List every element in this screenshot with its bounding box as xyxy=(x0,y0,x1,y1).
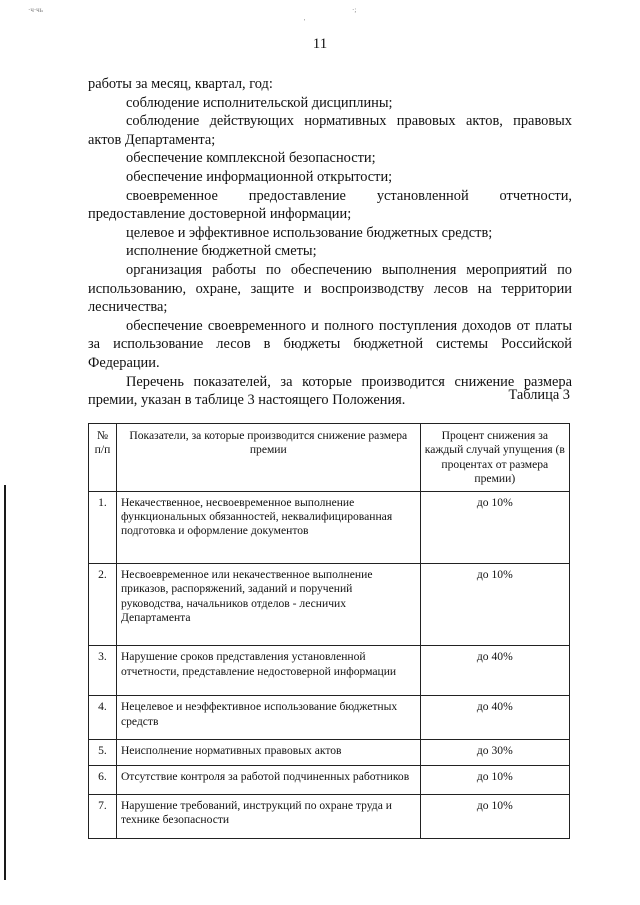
header-number: № п/п xyxy=(89,424,117,492)
table-header-row xyxy=(89,424,570,492)
table-row xyxy=(89,491,570,563)
row-indicator: Некачественное, несвоевременное выполнение функциональных обязанностей, неквалифицированная подготовка и оформление документов xyxy=(116,491,420,563)
scan-artifact-mark: ·; xyxy=(352,6,357,14)
row-percent: до 10% xyxy=(420,765,569,794)
row-number: 4. xyxy=(89,696,117,740)
paragraph: обеспечение комплексной безопасности; xyxy=(126,150,376,167)
table-row xyxy=(89,696,570,740)
header-indicator: Показатели, за которые производится снижение размера премии xyxy=(116,424,420,492)
paragraph: соблюдение исполнительской дисциплины; xyxy=(126,94,393,111)
row-indicator: Нарушение требований, инструкций по охране труда и технике безопасности xyxy=(116,794,420,838)
row-number: 2. xyxy=(89,563,117,646)
row-indicator: Неисполнение нормативных правовых актов xyxy=(116,740,420,765)
indicators-table xyxy=(88,423,570,839)
row-indicator: Нецелевое и неэффективное использование бюджетных средств xyxy=(116,696,420,740)
table-row xyxy=(89,794,570,838)
paragraph: своевременное предоставление установленной отчетности, предоставление достоверной информации; xyxy=(88,187,572,223)
paragraph: работы за месяц, квартал, год: xyxy=(88,76,273,92)
row-indicator: Отсутствие контроля за работой подчиненных работников xyxy=(116,765,420,794)
row-percent: до 40% xyxy=(420,646,569,696)
table-row xyxy=(89,563,570,646)
table-row xyxy=(89,740,570,765)
row-number: 3. xyxy=(89,646,117,696)
row-number: 6. xyxy=(89,765,117,794)
body-text xyxy=(88,75,572,410)
table-row xyxy=(89,646,570,696)
page-number: 11 xyxy=(312,36,328,52)
paragraph: целевое и эффективное использование бюджетных средств; xyxy=(126,224,493,241)
paragraph: обеспечение своевременного и полного поступления доходов от платы за использование лесов в бюджеты бюджетной системы Российской Федерации. xyxy=(88,317,572,371)
paragraph: организация работы по обеспечению выполнения мероприятий по использованию, охране, защите и воспроизводству лесов на территории лесничества; xyxy=(88,261,572,316)
row-percent: до 10% xyxy=(420,563,569,646)
row-percent: до 10% xyxy=(420,794,569,838)
row-indicator: Несвоевременное или некачественное выполнение приказов, распоряжений, заданий и поручений руководства, начальников отделов - лесничих Департамента xyxy=(116,563,420,646)
row-number: 7. xyxy=(89,794,117,838)
row-indicator: Нарушение сроков представления установленной отчетности, представление недостоверной информации xyxy=(116,646,420,696)
scan-artifact-mark: ' xyxy=(304,18,306,26)
paragraph: исполнение бюджетной сметы; xyxy=(126,243,317,260)
table-row xyxy=(89,765,570,794)
paragraph: соблюдение действующих нормативных правовых актов, правовых актов Департамента; xyxy=(88,113,572,148)
table-caption: Таблица 3 xyxy=(508,387,570,403)
row-number: 5. xyxy=(89,740,117,765)
scan-edge-line xyxy=(4,485,6,880)
paragraph: Перечень показателей, за которые производится снижение размера премии, указан в таблице 3 настоящего Положения. xyxy=(88,373,572,409)
header-percent: Процент снижения за каждый случай упущения (в процентах от размера премии) xyxy=(420,424,569,492)
paragraph: обеспечение информационной открытости; xyxy=(126,168,393,185)
row-number: 1. xyxy=(89,491,117,563)
table-body xyxy=(89,491,570,838)
scan-artifact-mark: ·ч·чь xyxy=(28,6,43,14)
row-percent: до 10% xyxy=(420,491,569,563)
row-percent: до 30% xyxy=(420,740,569,765)
row-percent: до 40% xyxy=(420,696,569,740)
